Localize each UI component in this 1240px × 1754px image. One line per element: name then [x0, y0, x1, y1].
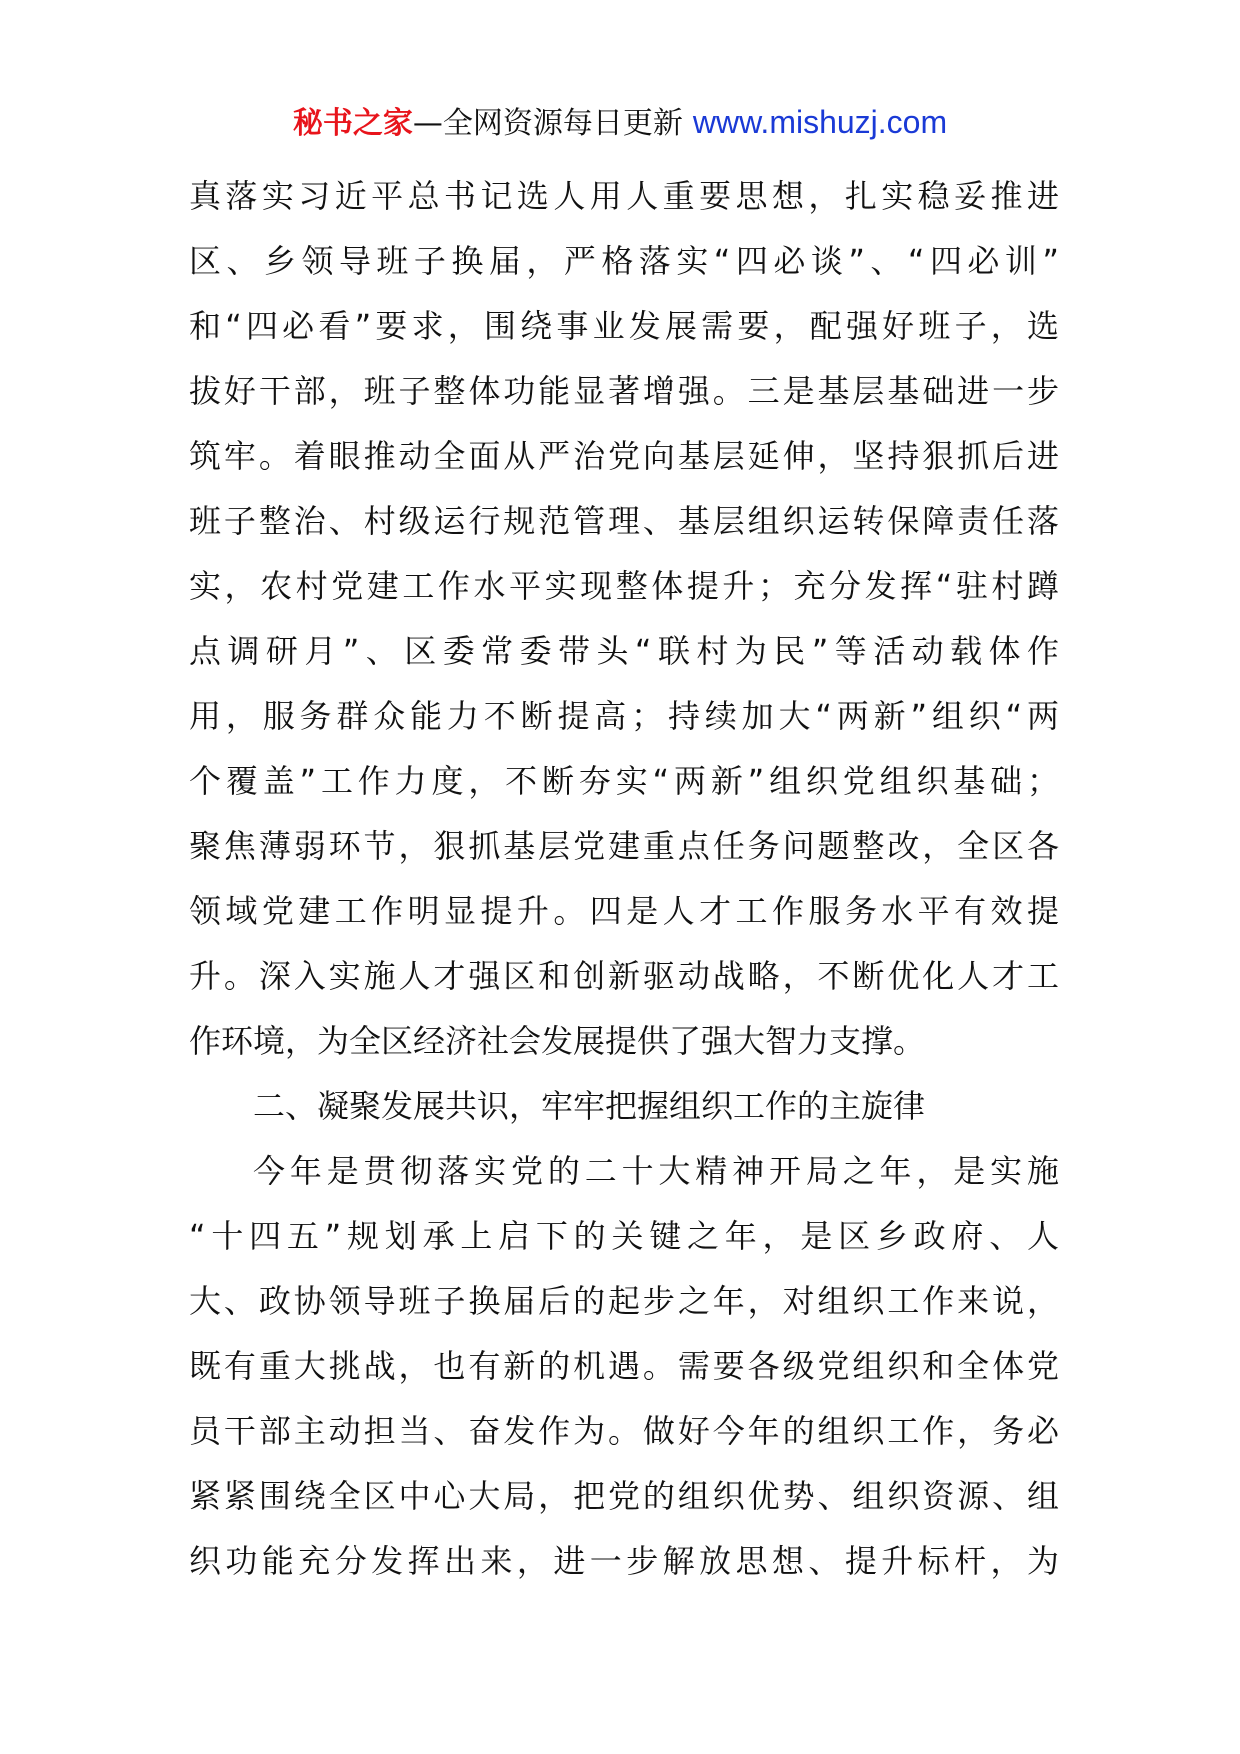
body-line: 和“四必看”要求，围绕事业发展需要，配强好班子，选 — [189, 307, 1059, 345]
body-line: “十四五”规划承上启下的关键之年，是区乡政府、人 — [189, 1217, 1059, 1255]
brand-name: 秘书之家 — [292, 106, 413, 141]
body-line: 用，服务群众能力不断提高；持续加大“两新”组织“两 — [189, 697, 1059, 735]
body-line: 大、政协领导班子换届后的起步之年，对组织工作来说， — [189, 1282, 1059, 1320]
body-line: 区、乡领导班子换届，严格落实“四必谈”、“四必训” — [189, 242, 1059, 280]
page-header — [0, 100, 1240, 146]
body-line: 作环境，为全区经济社会发展提供了强大智力支撑。 — [189, 1022, 926, 1060]
body-line: 领域党建工作明显提升。四是人才工作服务水平有效提 — [189, 892, 1059, 930]
document-body — [189, 164, 1059, 1594]
body-line: 既有重大挑战，也有新的机遇。需要各级党组织和全体党 — [189, 1347, 1059, 1385]
section-heading: 二、凝聚发展共识，牢牢把握组织工作的主旋律 — [253, 1087, 926, 1125]
body-line: 紧紧围绕全区中心大局，把党的组织优势、组织资源、组 — [189, 1477, 1059, 1515]
website-link[interactable]: www.mishuzj.com — [692, 104, 948, 140]
body-line: 拔好干部，班子整体功能显著增强。三是基层基础进一步 — [189, 372, 1059, 410]
body-line: 实，农村党建工作水平实现整体提升；充分发挥“驻村蹲 — [189, 567, 1059, 605]
body-line: 聚焦薄弱环节，狠抓基层党建重点任务问题整改，全区各 — [189, 827, 1059, 865]
body-line: 员干部主动担当、奋发作为。做好今年的组织工作，务必 — [189, 1412, 1059, 1450]
body-line: 真落实习近平总书记选人用人重要思想，扎实稳妥推进 — [189, 177, 1059, 215]
body-line: 织功能充分发挥出来，进一步解放思想、提升标杆，为 — [189, 1542, 1059, 1580]
body-line: 点调研月”、区委常委带头“联村为民”等活动载体作 — [189, 632, 1059, 670]
body-line: 今年是贯彻落实党的二十大精神开局之年，是实施 — [253, 1152, 1059, 1190]
body-line: 筑牢。着眼推动全面从严治党向基层延伸，坚持狠抓后进 — [189, 437, 1059, 475]
body-line: 班子整治、村级运行规范管理、基层组织运转保障责任落 — [189, 502, 1059, 540]
body-line: 个覆盖”工作力度，不断夯实“两新”组织党组织基础； — [189, 762, 1059, 800]
header-tagline: —全网资源每日更新 — [412, 106, 683, 141]
body-line: 升。深入实施人才强区和创新驱动战略，不断优化人才工 — [189, 957, 1059, 995]
